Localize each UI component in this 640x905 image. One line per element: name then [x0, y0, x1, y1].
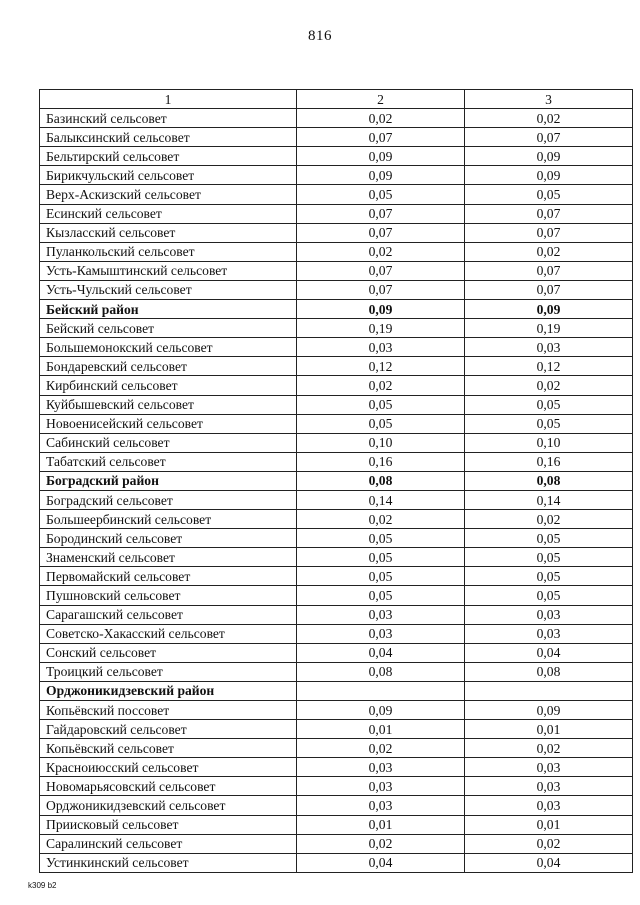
value-cell-col2: 0,07 — [297, 261, 465, 280]
table-row — [40, 433, 633, 452]
row-name-cell: Пушновский сельсовет — [40, 586, 297, 605]
table-row — [40, 338, 633, 357]
table-row — [40, 720, 633, 739]
value-cell-col3: 0,03 — [465, 624, 633, 643]
value-cell-col2: 0,01 — [297, 720, 465, 739]
row-name-cell: Орджоникидзевский сельсовет — [40, 796, 297, 815]
value-cell-col2: 0,02 — [297, 739, 465, 758]
row-name-cell: Знаменский сельсовет — [40, 548, 297, 567]
table-row — [40, 280, 633, 299]
value-cell-col3: 0,05 — [465, 185, 633, 204]
value-cell-col2: 0,14 — [297, 490, 465, 509]
value-cell-col2: 0,16 — [297, 452, 465, 471]
value-cell-col3: 0,02 — [465, 510, 633, 529]
value-cell-col2: 0,03 — [297, 777, 465, 796]
table-row — [40, 109, 633, 128]
value-cell-col2: 0,19 — [297, 319, 465, 338]
table-row — [40, 739, 633, 758]
value-cell-col2: 0,02 — [297, 510, 465, 529]
data-table — [39, 89, 633, 873]
table-row — [40, 662, 633, 681]
table-row — [40, 452, 633, 471]
row-name-cell: Советско-Хакасский сельсовет — [40, 624, 297, 643]
row-name-cell: Балыксинский сельсовет — [40, 128, 297, 147]
row-name-cell: Есинский сельсовет — [40, 204, 297, 223]
table-row — [40, 414, 633, 433]
row-name-cell: Сарагашский сельсовет — [40, 605, 297, 624]
row-name-cell: Копьёвский сельсовет — [40, 739, 297, 758]
table-row-district — [40, 681, 633, 700]
table-row — [40, 643, 633, 662]
table-row — [40, 777, 633, 796]
table-row — [40, 147, 633, 166]
value-cell-col3: 0,02 — [465, 739, 633, 758]
value-cell-col2: 0,07 — [297, 204, 465, 223]
row-name-cell: Троицкий сельсовет — [40, 662, 297, 681]
table-row — [40, 815, 633, 834]
value-cell-col3: 0,05 — [465, 414, 633, 433]
row-name-cell: Красноиюсский сельсовет — [40, 758, 297, 777]
value-cell-col3: 0,03 — [465, 338, 633, 357]
value-cell-col2: 0,05 — [297, 395, 465, 414]
row-name-cell: Пуланкольский сельсовет — [40, 242, 297, 261]
value-cell-col2: 0,08 — [297, 662, 465, 681]
table-row — [40, 567, 633, 586]
value-cell-col3: 0,02 — [465, 834, 633, 853]
value-cell-col3: 0,07 — [465, 128, 633, 147]
value-cell-col2: 0,10 — [297, 433, 465, 452]
value-cell-col2: 0,05 — [297, 567, 465, 586]
footer-code: k309 b2 — [28, 881, 57, 890]
table-row — [40, 529, 633, 548]
value-cell-col2: 0,09 — [297, 701, 465, 720]
table-row — [40, 605, 633, 624]
value-cell-col3: 0,07 — [465, 223, 633, 242]
value-cell-col2 — [297, 681, 465, 700]
value-cell-col3: 0,03 — [465, 605, 633, 624]
row-name-cell: Кызласский сельсовет — [40, 223, 297, 242]
row-name-cell: Верх-Аскизский сельсовет — [40, 185, 297, 204]
value-cell-col2: 0,03 — [297, 624, 465, 643]
table-row — [40, 166, 633, 185]
value-cell-col2: 0,02 — [297, 109, 465, 128]
value-cell-col3: 0,10 — [465, 433, 633, 452]
value-cell-col2: 0,03 — [297, 758, 465, 777]
value-cell-col3: 0,03 — [465, 796, 633, 815]
value-cell-col3: 0,19 — [465, 319, 633, 338]
value-cell-col3: 0,07 — [465, 261, 633, 280]
value-cell-col2: 0,04 — [297, 853, 465, 872]
row-name-cell: Новомарьясовский сельсовет — [40, 777, 297, 796]
value-cell-col3: 0,14 — [465, 490, 633, 509]
value-cell-col2: 0,02 — [297, 376, 465, 395]
row-name-cell: Боградский сельсовет — [40, 490, 297, 509]
value-cell-col2: 0,07 — [297, 128, 465, 147]
value-cell-col3: 0,07 — [465, 280, 633, 299]
value-cell-col3: 0,02 — [465, 376, 633, 395]
value-cell-col2: 0,03 — [297, 338, 465, 357]
row-name-cell: Усть-Камыштинский сельсовет — [40, 261, 297, 280]
row-name-cell: Бейский сельсовет — [40, 319, 297, 338]
row-name-cell: Куйбышевский сельсовет — [40, 395, 297, 414]
row-name-cell: Бондаревский сельсовет — [40, 357, 297, 376]
value-cell-col2: 0,05 — [297, 548, 465, 567]
value-cell-col2: 0,09 — [297, 147, 465, 166]
value-cell-col2: 0,01 — [297, 815, 465, 834]
value-cell-col2: 0,07 — [297, 280, 465, 299]
row-name-cell: Бородинский сельсовет — [40, 529, 297, 548]
value-cell-col2: 0,09 — [297, 166, 465, 185]
value-cell-col3: 0,02 — [465, 242, 633, 261]
row-name-cell: Большеербинский сельсовет — [40, 510, 297, 529]
value-cell-col2: 0,07 — [297, 223, 465, 242]
row-name-cell: Бельтирский сельсовет — [40, 147, 297, 166]
value-cell-col2: 0,05 — [297, 586, 465, 605]
row-name-cell: Усть-Чульский сельсовет — [40, 280, 297, 299]
value-cell-col2: 0,04 — [297, 643, 465, 662]
value-cell-col3: 0,03 — [465, 777, 633, 796]
row-name-cell: Орджоникидзевский район — [40, 681, 297, 700]
value-cell-col3: 0,12 — [465, 357, 633, 376]
value-cell-col3: 0,05 — [465, 567, 633, 586]
row-name-cell: Сонский сельсовет — [40, 643, 297, 662]
value-cell-col3: 0,09 — [465, 166, 633, 185]
value-cell-col3: 0,03 — [465, 758, 633, 777]
value-cell-col3: 0,07 — [465, 204, 633, 223]
value-cell-col3: 0,08 — [465, 662, 633, 681]
value-cell-col3: 0,04 — [465, 853, 633, 872]
value-cell-col2: 0,03 — [297, 605, 465, 624]
value-cell-col3: 0,08 — [465, 471, 633, 490]
value-cell-col3: 0,01 — [465, 720, 633, 739]
value-cell-col3: 0,05 — [465, 395, 633, 414]
value-cell-col2: 0,02 — [297, 834, 465, 853]
table-row — [40, 185, 633, 204]
row-name-cell: Гайдаровский сельсовет — [40, 720, 297, 739]
table-row — [40, 376, 633, 395]
value-cell-col2: 0,02 — [297, 242, 465, 261]
table-row — [40, 758, 633, 777]
value-cell-col3: 0,16 — [465, 452, 633, 471]
row-name-cell: Боградский район — [40, 471, 297, 490]
value-cell-col3: 0,05 — [465, 548, 633, 567]
table-row — [40, 624, 633, 643]
table-body — [40, 109, 633, 873]
table-row-district — [40, 300, 633, 319]
row-name-cell: Табатский сельсовет — [40, 452, 297, 471]
value-cell-col3 — [465, 681, 633, 700]
table-row — [40, 796, 633, 815]
column-header: 3 — [465, 90, 633, 109]
value-cell-col3: 0,09 — [465, 701, 633, 720]
table-row — [40, 319, 633, 338]
table-row — [40, 204, 633, 223]
value-cell-col3: 0,02 — [465, 109, 633, 128]
table-row — [40, 395, 633, 414]
table-row — [40, 261, 633, 280]
column-header: 2 — [297, 90, 465, 109]
table-row — [40, 834, 633, 853]
header-row — [40, 90, 633, 109]
value-cell-col3: 0,09 — [465, 147, 633, 166]
table-row-district — [40, 471, 633, 490]
page-number: 816 — [308, 28, 332, 44]
value-cell-col3: 0,05 — [465, 529, 633, 548]
table-row — [40, 128, 633, 147]
column-header: 1 — [40, 90, 297, 109]
table-row — [40, 586, 633, 605]
value-cell-col3: 0,01 — [465, 815, 633, 834]
row-name-cell: Первомайский сельсовет — [40, 567, 297, 586]
value-cell-col3: 0,05 — [465, 586, 633, 605]
value-cell-col2: 0,05 — [297, 185, 465, 204]
value-cell-col3: 0,09 — [465, 300, 633, 319]
row-name-cell: Копьёвский поссовет — [40, 701, 297, 720]
table-row — [40, 242, 633, 261]
value-cell-col2: 0,09 — [297, 300, 465, 319]
table-row — [40, 490, 633, 509]
row-name-cell: Саралинский сельсовет — [40, 834, 297, 853]
row-name-cell: Сабинский сельсовет — [40, 433, 297, 452]
row-name-cell: Бейский район — [40, 300, 297, 319]
row-name-cell: Базинский сельсовет — [40, 109, 297, 128]
value-cell-col2: 0,12 — [297, 357, 465, 376]
table-row — [40, 510, 633, 529]
table-row — [40, 548, 633, 567]
row-name-cell: Приисковый сельсовет — [40, 815, 297, 834]
row-name-cell: Новоенисейский сельсовет — [40, 414, 297, 433]
table-row — [40, 223, 633, 242]
row-name-cell: Большемонокский сельсовет — [40, 338, 297, 357]
value-cell-col2: 0,05 — [297, 529, 465, 548]
table-row — [40, 701, 633, 720]
value-cell-col2: 0,08 — [297, 471, 465, 490]
row-name-cell: Бирикчульский сельсовет — [40, 166, 297, 185]
row-name-cell: Кирбинский сельсовет — [40, 376, 297, 395]
value-cell-col2: 0,03 — [297, 796, 465, 815]
value-cell-col3: 0,04 — [465, 643, 633, 662]
row-name-cell: Устинкинский сельсовет — [40, 853, 297, 872]
value-cell-col2: 0,05 — [297, 414, 465, 433]
table-row — [40, 357, 633, 376]
table-row — [40, 853, 633, 872]
